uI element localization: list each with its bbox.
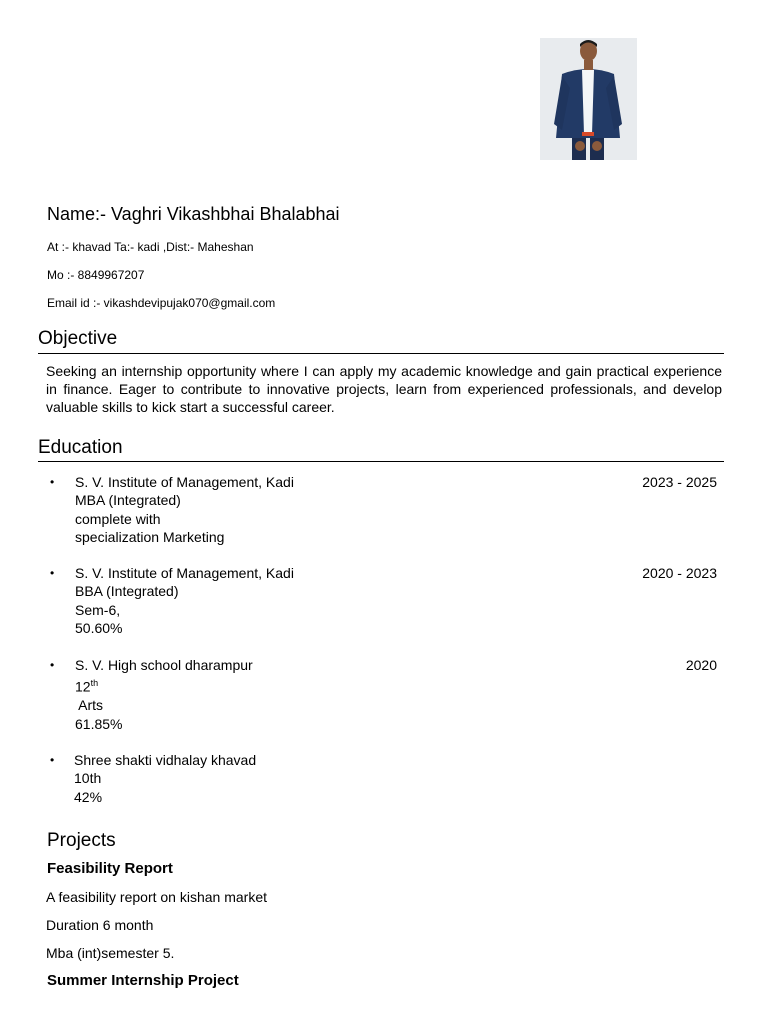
education-heading: Education: [38, 437, 123, 458]
detail: 50.60%: [75, 619, 123, 636]
grade: 12: [75, 678, 91, 695]
detail: 61.85%: [75, 715, 123, 732]
objective-text: Seeking an internship opportunity where I can apply my academic knowledge and gain practical experience in finance. Eager to contribute to innovative projects, learn from experienced professionals, and develop valuable skills to kick start a successful career.: [46, 363, 722, 416]
degree: BBA (Integrated): [75, 583, 179, 600]
institution: Shree shakti vidhalay khavad: [74, 752, 257, 768]
bullet-icon: •: [50, 658, 55, 672]
grade: 10th: [74, 770, 102, 787]
institution: S. V. Institute of Management, Kadi: [75, 474, 294, 490]
institution: S. V. Institute of Management, Kadi: [75, 565, 294, 581]
education-year: 2023 - 2025: [642, 474, 717, 490]
detail: 42%: [74, 788, 103, 805]
education-year: 2020 - 2023: [642, 565, 717, 581]
mobile-number: Mo :- 8849967207: [47, 268, 145, 282]
person-illustration: [540, 38, 637, 160]
bullet-icon: •: [50, 753, 55, 767]
project-duration: Duration 6 month: [46, 917, 154, 933]
objective-divider: [38, 353, 724, 354]
project-semester: Mba (int)semester 5.: [46, 945, 175, 961]
project-description: A feasibility report on kishan market: [46, 889, 267, 905]
education-item: [50, 751, 720, 807]
objective-heading: Objective: [38, 328, 118, 349]
detail: complete with: [75, 510, 161, 527]
grade-line: [75, 674, 253, 696]
grade-suffix: th: [90, 678, 99, 689]
education-item: [50, 473, 720, 548]
projects-heading: Projects: [47, 830, 116, 851]
institution: S. V. High school dharampur: [75, 657, 253, 673]
address: At :- khavad Ta:- kadi ,Dist:- Maheshan: [47, 240, 254, 254]
bullet-icon: •: [50, 566, 55, 580]
project-title: Summer Internship Project: [47, 972, 239, 989]
degree: MBA (Integrated): [75, 492, 181, 509]
education-year: 2020: [685, 657, 717, 673]
education-item: [50, 564, 720, 639]
email-address: Email id :- vikashdevipujak070@gmail.com: [47, 296, 276, 310]
profile-photo: [540, 38, 637, 160]
stream: Arts: [75, 697, 104, 714]
education-item: [50, 656, 720, 734]
detail: Sem-6,: [75, 601, 121, 618]
project-title: Feasibility Report: [47, 860, 173, 877]
education-divider: [38, 461, 724, 462]
candidate-name: Name:- Vaghri Vikashbhai Bhalabhai: [47, 204, 340, 224]
detail: specialization Marketing: [75, 528, 225, 545]
bullet-icon: •: [50, 475, 55, 489]
